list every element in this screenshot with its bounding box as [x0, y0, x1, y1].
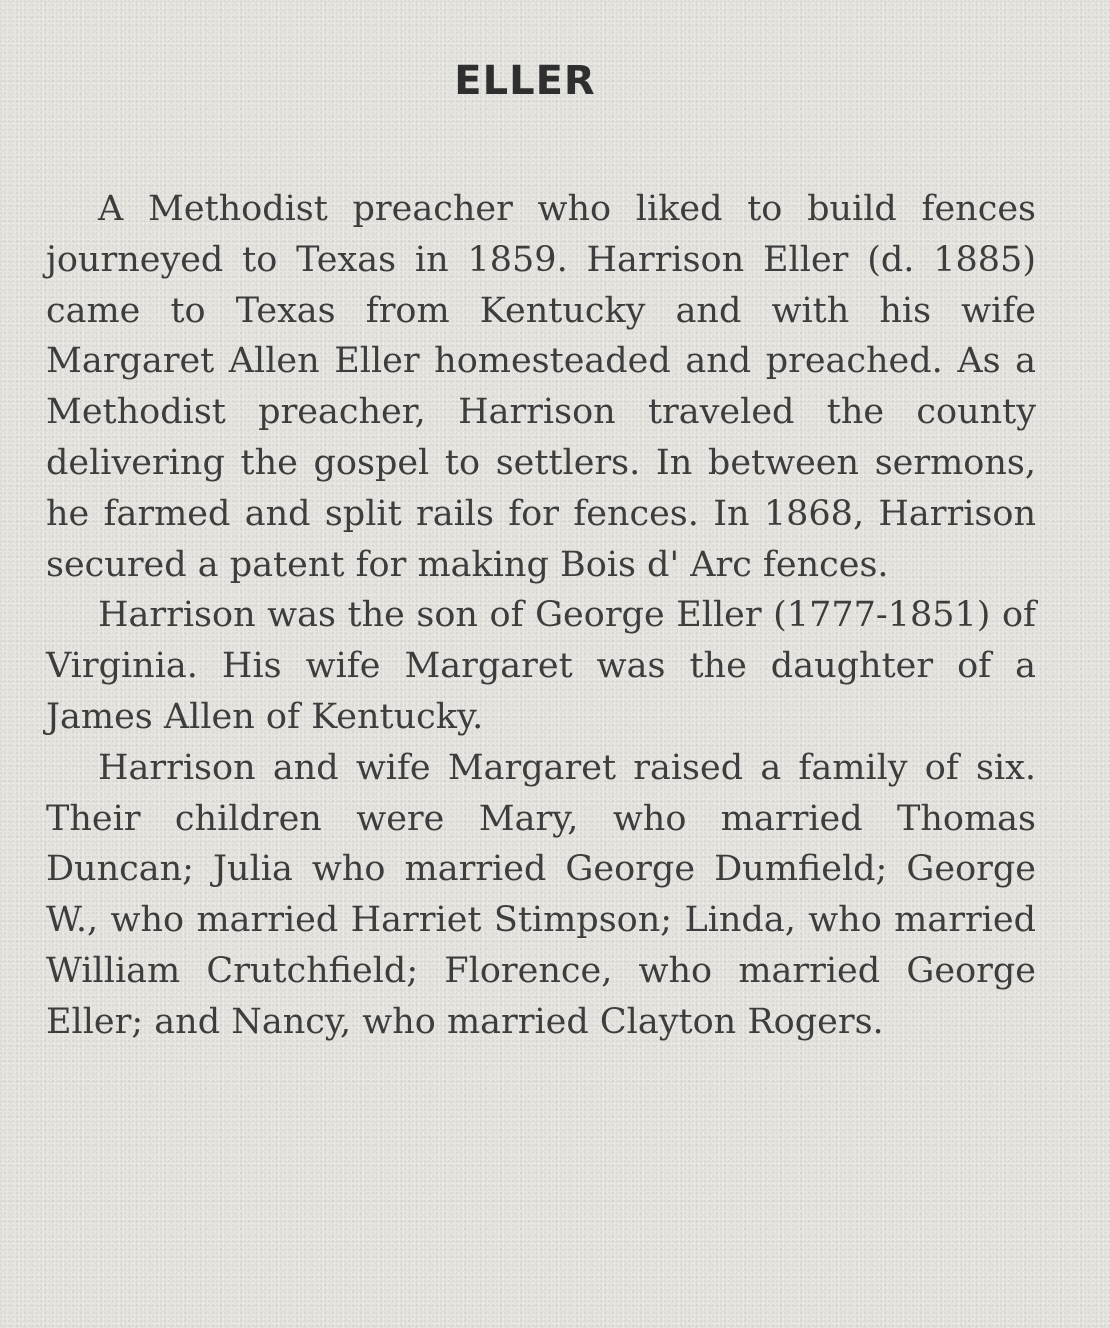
- article-title: ELLER: [454, 58, 596, 104]
- paragraph-3: Harrison and wife Margaret raised a family of six. Their children were Mary, who married Thomas Duncan; Julia who married George Dumfield; George W., who married Harriet Stimpson; Linda, who married William Crutchfield; Florence, who married George Eller; and Nancy, who married Clayton Rogers.: [46, 747, 1036, 1042]
- paragraph-1: A Methodist preacher who liked to build fences journeyed to Texas in 1859. Harrison Eller (d. 1885) came to Texas from Kentucky and with his wife Margaret Allen Eller homesteaded and preached. As a Methodist preacher, Harrison traveled the county delivering the gospel to settlers. In between sermons, he farmed and split rails for fences. In 1868, Harrison secured a patent for making Bois d' Arc fences.: [46, 189, 1036, 585]
- article-body: [46, 184, 1036, 1048]
- paragraph-2: Harrison was the son of George Eller (1777-1851) of Virginia. His wife Margaret was the daughter of a James Allen of Kentucky.: [46, 595, 1036, 737]
